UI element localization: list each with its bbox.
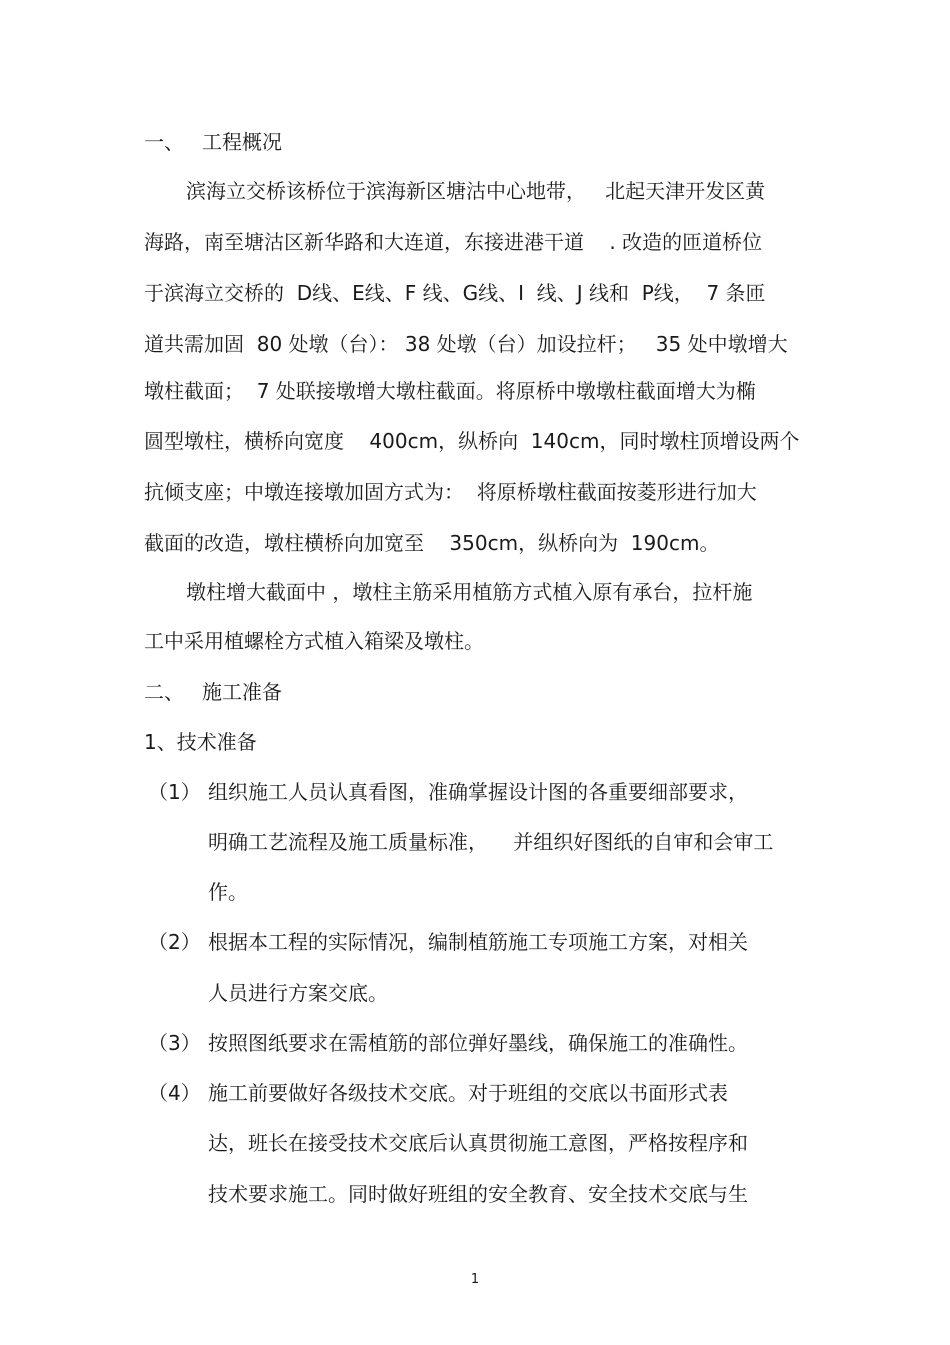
list-item-number: （2）: [148, 930, 201, 954]
list-item-line: 根据本工程的实际情况，编制植筋施工专项施工方案，对相关: [208, 930, 748, 954]
section1-heading-title: 工程概况: [202, 130, 282, 154]
list-item-number: （3）: [148, 1031, 201, 1055]
list-item-line: 技术要求施工。同时做好班组的安全教育、安全技术交底与生: [208, 1182, 748, 1206]
paragraph-line: 抗倾支座；中墩连接墩加固方式为： 将原桥墩柱截面按菱形进行加大: [144, 480, 757, 504]
list-item-line: 人员进行方案交底。: [208, 981, 388, 1005]
paragraph-line: 圆型墩柱，横桥向宽度 400cm，纵桥向 140cm，同时墩柱顶增设两个: [144, 429, 800, 453]
section2-heading-title: 施工准备: [202, 680, 282, 704]
subsection-heading: 1、技术准备: [144, 730, 257, 754]
list-item-number: （1）: [148, 780, 201, 804]
list-item-number: （4）: [148, 1081, 201, 1105]
list-item-line: 作。: [208, 880, 248, 904]
paragraph-line: 道共需加固 80 处墩（台）： 38 处墩（台）加设拉杆； 35 处中墩增大: [144, 332, 788, 356]
paragraph-line: 海路，南至塘沽区新华路和大连道，东接进港干道 . 改造的匝道桥位: [144, 230, 763, 254]
list-item-line: 按照图纸要求在需植筋的部位弹好墨线，确保施工的准确性。: [208, 1031, 748, 1055]
paragraph-line: 墩柱增大截面中 ，墩柱主筋采用植筋方式植入原有承台，拉杆施: [186, 580, 753, 604]
section1-heading-number: 一、: [144, 130, 184, 154]
paragraph-line: 墩柱截面； 7 处联接墩增大墩柱截面。将原桥中墩墩柱截面增大为椭: [144, 379, 756, 403]
paragraph-line: 于滨海立交桥的 D线、E线、F 线、G线、I 线、J 线和 P线， 7 条匝: [144, 281, 766, 305]
section2-heading-number: 二、: [144, 680, 184, 704]
page-number: 1: [470, 1272, 480, 1287]
paragraph-line: 滨海立交桥该桥位于滨海新区塘沽中心地带， 北起天津开发区黄: [186, 179, 766, 203]
list-item-line: 组织施工人员认真看图，准确掌握设计图的各重要细部要求，: [208, 780, 748, 804]
list-item-line: 明确工艺流程及施工质量标准， 并组织好图纸的自审和会审工: [208, 830, 774, 854]
paragraph-line: 截面的改造，墩柱横桥向加宽至 350cm，纵桥向为 190cm。: [144, 531, 720, 555]
list-item-line: 达，班长在接受技术交底后认真贯彻施工意图，严格按程序和: [208, 1131, 748, 1155]
list-item-line: 施工前要做好各级技术交底。对于班组的交底以书面形式表: [208, 1081, 728, 1105]
paragraph-line: 工中采用植螺栓方式植入箱梁及墩柱。: [144, 629, 484, 653]
